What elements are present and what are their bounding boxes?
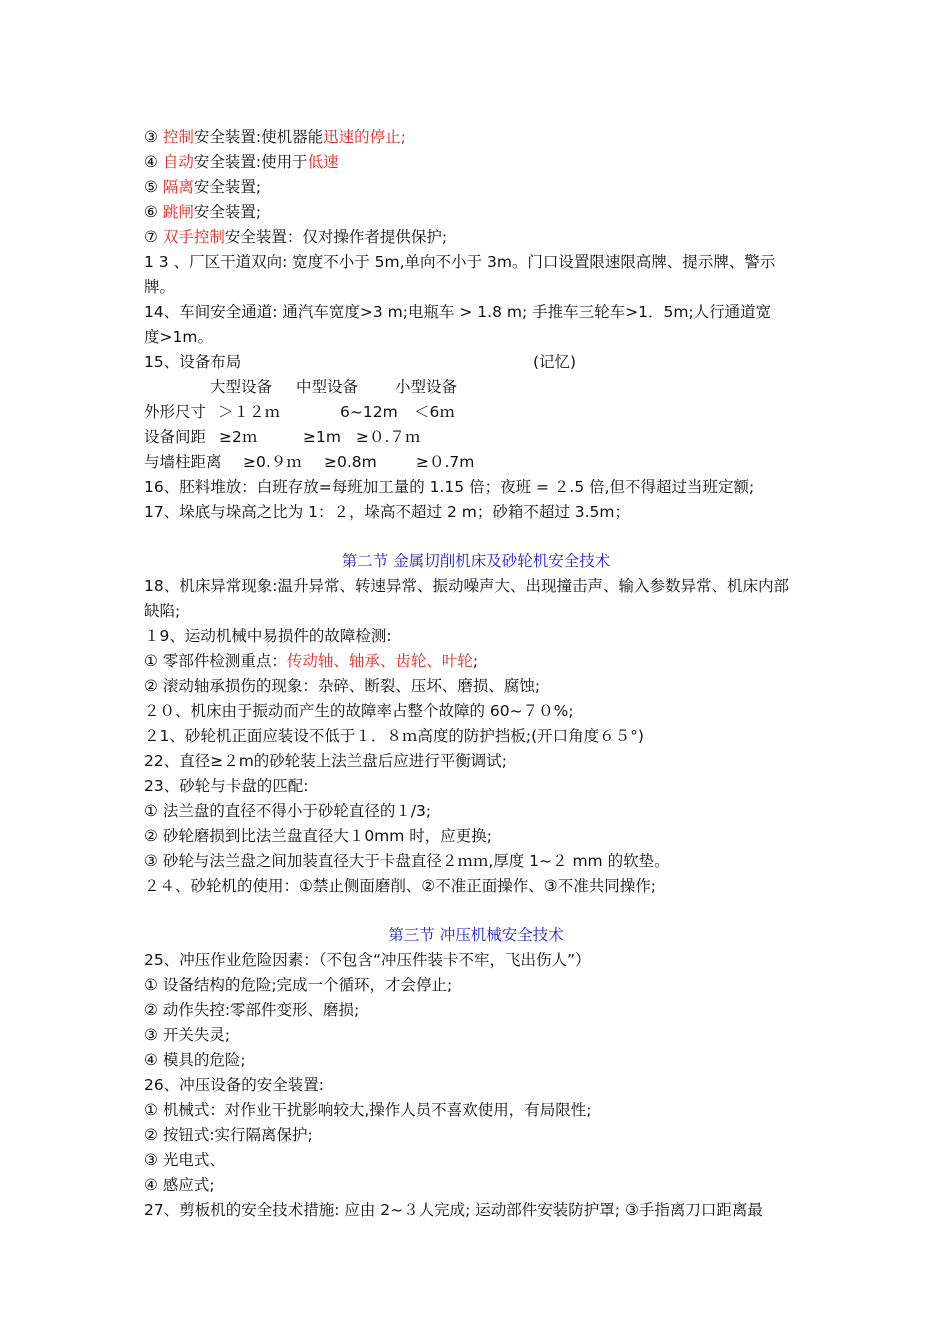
paragraph-line: 22、直径≥２m的砂轮装上法兰盘后应进行平衡调试; bbox=[144, 752, 508, 770]
list-item: ① 零部件检测重点：传动轴、轴承、齿轮、叶轮; bbox=[144, 652, 479, 670]
table-cell: ≥0.９ｍ bbox=[243, 453, 302, 471]
highlight-term: 低速 bbox=[307, 153, 339, 171]
paragraph-line: 25、冲压作业危险因素：（不包含“冲压件装卡不牢，飞出伤人”） bbox=[144, 951, 591, 969]
table-cell: ≥０.7m bbox=[416, 453, 475, 471]
section-heading: 第二节 金属切削机床及砂轮机安全技术 bbox=[341, 552, 611, 570]
paragraph-line: 26、冲压设备的安全装置: bbox=[144, 1076, 324, 1094]
list-item: ④ 感应式; bbox=[144, 1176, 215, 1194]
list-item: ② 动作失控:零部件变形、磨损; bbox=[144, 1001, 360, 1019]
paragraph-line: 度>1m。 bbox=[144, 328, 213, 346]
highlight-term: 迅速的停止; bbox=[323, 128, 406, 146]
list-item: ⑦ 双手控制安全装置：仅对操作者提供保护; bbox=[144, 228, 448, 246]
paragraph-line: ２1、砂轮机正面应装设不低于１．８ｍ高度的防护挡板;(开口角度６５°) bbox=[144, 727, 644, 745]
table-cell: ≥2ｍ bbox=[219, 428, 258, 446]
section-heading: 第三节 冲压机械安全技术 bbox=[388, 926, 564, 944]
memo-note: (记忆) bbox=[533, 353, 577, 371]
list-item: ④ 模具的危险; bbox=[144, 1051, 246, 1069]
table-cell: ＞１２ｍ bbox=[218, 403, 281, 421]
paragraph-line: １9、运动机械中易损件的故障检测: bbox=[144, 627, 392, 645]
table-cell: 6~12m bbox=[340, 403, 398, 421]
paragraph-line: 14、车间安全通道: 通汽车宽度>3 m;电瓶车 > 1.8 m; 手推车三轮车>1．5m;人行通道宽 bbox=[144, 303, 772, 321]
list-item: ⑤ 隔离安全装置; bbox=[144, 178, 262, 196]
paragraph-line: 18、机床异常现象:温升异常、转速异常、振动噪声大、出现撞击声、输入参数异常、机床内部 bbox=[144, 577, 789, 595]
list-item: ③ 开关失灵; bbox=[144, 1026, 231, 1044]
table-row-label: 外形尺寸 bbox=[144, 403, 207, 421]
highlight-term: 跳闸 bbox=[162, 203, 194, 221]
paragraph-line: ２０、机床由于振动而产生的故障率占整个故障的 60~７０%; bbox=[144, 702, 574, 720]
list-item: ① 法兰盘的直径不得小于砂轮直径的１/3; bbox=[144, 802, 432, 820]
table-row-label: 设备间距 bbox=[144, 428, 207, 446]
list-item: ③ 砂轮与法兰盘之间加装直径大于卡盘直径２ｍｍ,厚度 1~２ mm 的软垫。 bbox=[144, 852, 670, 870]
list-item: ① 机械式：对作业干扰影响较大,操作人员不喜欢使用，有局限性; bbox=[144, 1101, 592, 1119]
list-item: ② 砂轮磨损到比法兰盘直径大１0mm 时，应更换; bbox=[144, 827, 493, 845]
paragraph-line: 1 3 、厂区干道双向: 宽度不小于 5m,单向不小于 3m。门口设置限速限高牌、提示牌、警示 bbox=[144, 253, 776, 271]
highlight-term: 传动轴、轴承、齿轮、叶轮 bbox=[286, 652, 473, 670]
highlight-term: 控制 bbox=[162, 128, 194, 146]
list-item: ④ 自动安全装置:使用于低速 bbox=[144, 153, 339, 171]
list-item: ③ 控制安全装置:使机器能迅速的停止; bbox=[144, 128, 406, 146]
list-item: ③ 光电式、 bbox=[144, 1151, 225, 1169]
table-cell: ＜6ｍ bbox=[414, 403, 455, 421]
paragraph-line: ２４、砂轮机的使用：①禁止侧面磨削、②不准正面操作、③不准共同操作; bbox=[144, 877, 656, 895]
paragraph-line: 15、设备布局 bbox=[144, 353, 242, 371]
paragraph-line: 23、砂轮与卡盘的匹配: bbox=[144, 777, 309, 795]
list-item: ⑥ 跳闸安全装置; bbox=[144, 203, 262, 221]
table-header: 小型设备 bbox=[395, 378, 458, 396]
highlight-term: 隔离 bbox=[162, 178, 194, 196]
list-item: ② 滚动轴承损伤的现象：杂碎、断裂、压坏、磨损、腐蚀; bbox=[144, 677, 541, 695]
list-item: ② 按钮式:实行隔离保护; bbox=[144, 1126, 313, 1144]
table-cell: ≥０.７ｍ bbox=[356, 428, 421, 446]
paragraph-line: 17、垛底与垛高之比为 1：２，垛高不超过 2 m；砂箱不超过 3.5m； bbox=[144, 503, 631, 521]
paragraph-line: 16、胚料堆放：白班存放=每班加工量的 1.15 倍；夜班 = ２.5 倍,但不得超过当班定额; bbox=[144, 478, 755, 496]
highlight-term: 双手控制 bbox=[162, 228, 225, 246]
paragraph-line: 牌。 bbox=[144, 278, 176, 296]
list-item: ① 设备结构的危险;完成一个循环，才会停止; bbox=[144, 976, 453, 994]
table-header: 大型设备 bbox=[210, 378, 273, 396]
highlight-term: 自动 bbox=[162, 153, 194, 171]
paragraph-line: 27、剪板机的安全技术措施: 应由 2~３人完成; 运动部件安装防护罩; ③手指离刀口距离最 bbox=[144, 1201, 763, 1219]
table-cell: ≥1m bbox=[303, 428, 341, 446]
table-row-label: 与墙柱距离 bbox=[144, 453, 222, 471]
table-header: 中型设备 bbox=[296, 378, 359, 396]
paragraph-line: 缺陷; bbox=[144, 602, 181, 620]
table-cell: ≥0.8m bbox=[324, 453, 377, 471]
